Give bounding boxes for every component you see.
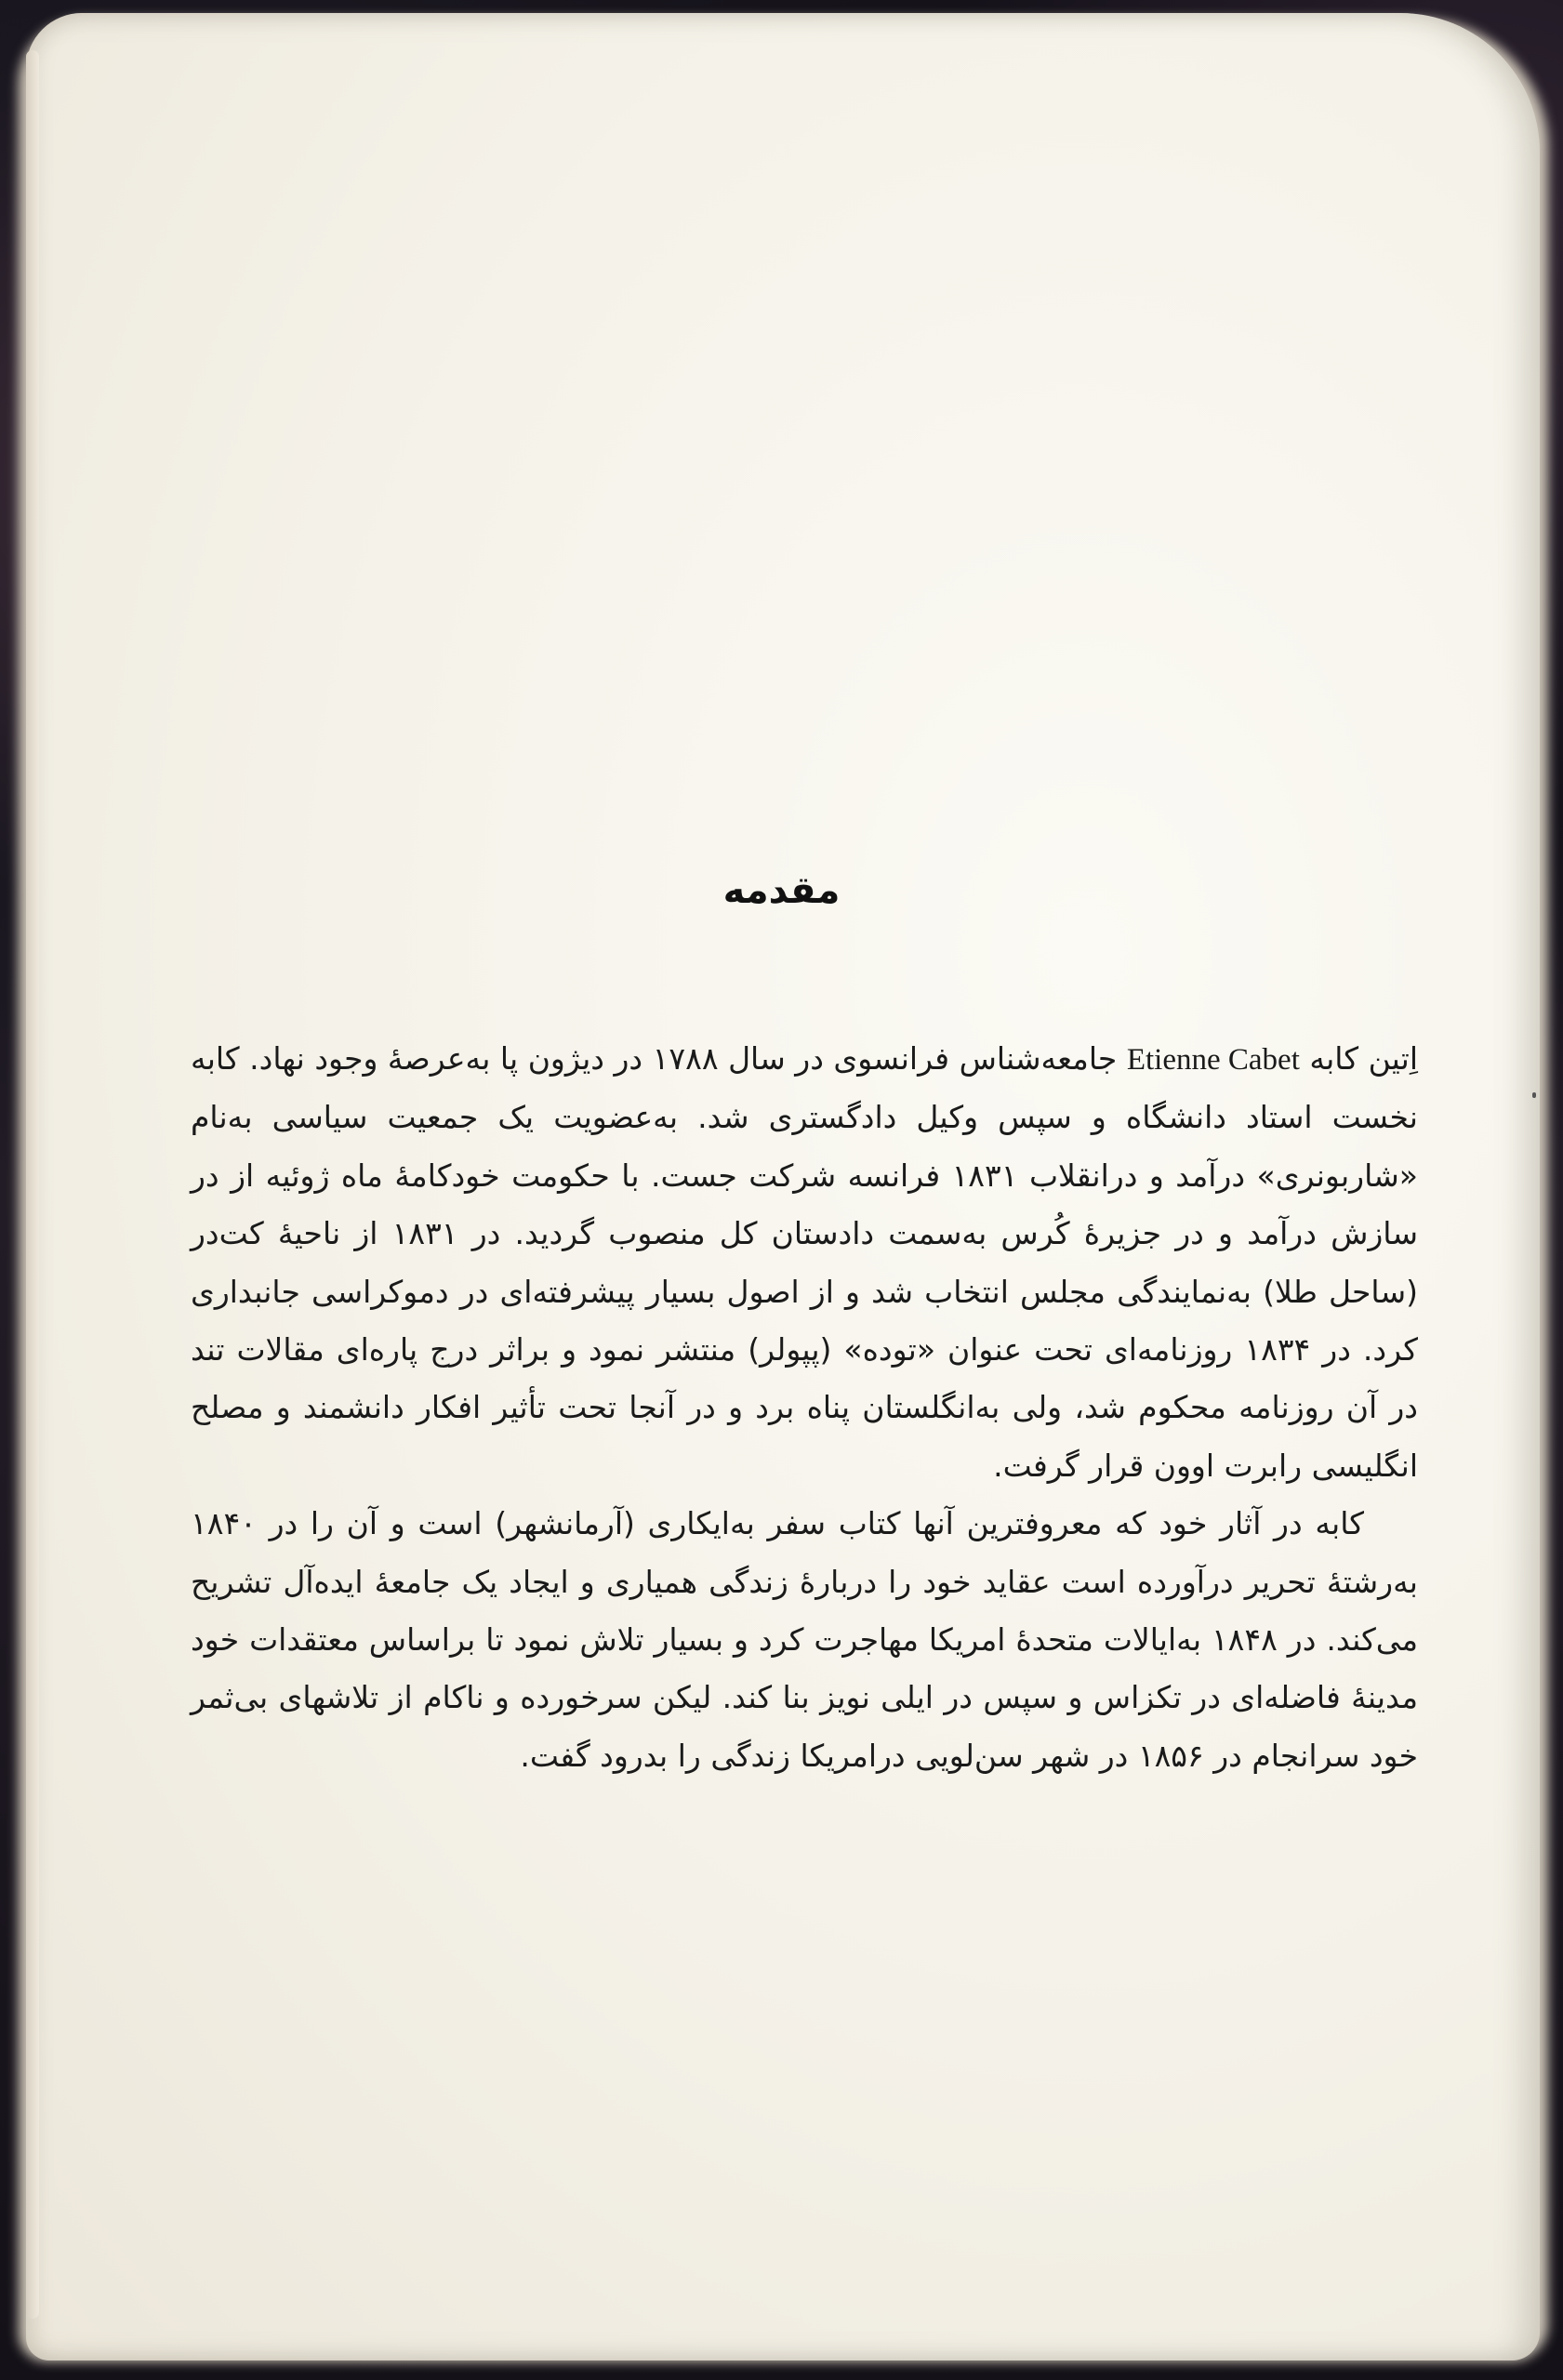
paragraph-2: کابه در آثار خود که معروفترین آنها کتاب سفر به‌ایکاری (آرمانشهر) است و آن را در ۱۸۴۰ به‌رشتهٔ تحریر درآورده است عقاید خود را دربارهٔ زندگی همیاری و ایجاد یک جامعهٔ ایده‌آل تشریح می‌کند. در ۱۸۴۸ به‌ایالات متحدهٔ امریکا مهاجرت کرد و بسیار تلاش نمود تا براساس معتقدات خود مدینهٔ فاضله‌ای در تکزاس و سپس در ایلی نویز بنا کند. لیکن سرخورده و ناکام از تلاشهای بی‌ثمر خود سرانجام در ۱۸۵۶ در شهر سن‌لویی درامریکا زندگی را بدرود گفت. [191, 1505, 1418, 1774]
margin-mark [1532, 1092, 1536, 1098]
paragraph-1-rest: جامعه‌شناس فرانسوی در سال ۱۷۸۸ در دیژون پا به‌عرصهٔ وجود نهاد. کابه نخست استاد دانشگاه و سپس وکیل دادگستری شد. به‌عضویت یک جمعیت سیاسی به‌نام «شاربونری» درآمد و درانقلاب ۱۸۳۱ فرانسه شرکت جست. با حکومت خودکامهٔ ماه ژوئیه از در سازش درآمد و در جزیرهٔ کُرس به‌سمت دادستان کل منصوب گردید. در ۱۸۳۱ از ناحیهٔ کت‌در (ساحل طلا) به‌نمایندگی مجلس انتخاب شد و از اصول بسیار پیشرفته‌ای در دموکراسی جانبداری کرد. در ۱۸۳۴ روزنامه‌ای تحت عنوان «توده» (پپولر) منتشر نمود و براثر درج پاره‌ای مقالات تند در آن روزنامه محکوم شد، ولی به‌انگلستان پناه برد و در آنجا تحت تأثیر افکار دانشمند و مصلح انگلیسی رابرت اوون قرار گرفت. [191, 1040, 1419, 1484]
paragraph-1-start: اِتین کابه [1299, 1040, 1418, 1077]
page-title: مقدمه [722, 869, 841, 912]
page-edge [26, 50, 39, 2319]
paragraph-1 [191, 1030, 1418, 1495]
latin-name: Etienne Cabet [1126, 1043, 1300, 1077]
body-text [191, 1030, 1418, 1785]
